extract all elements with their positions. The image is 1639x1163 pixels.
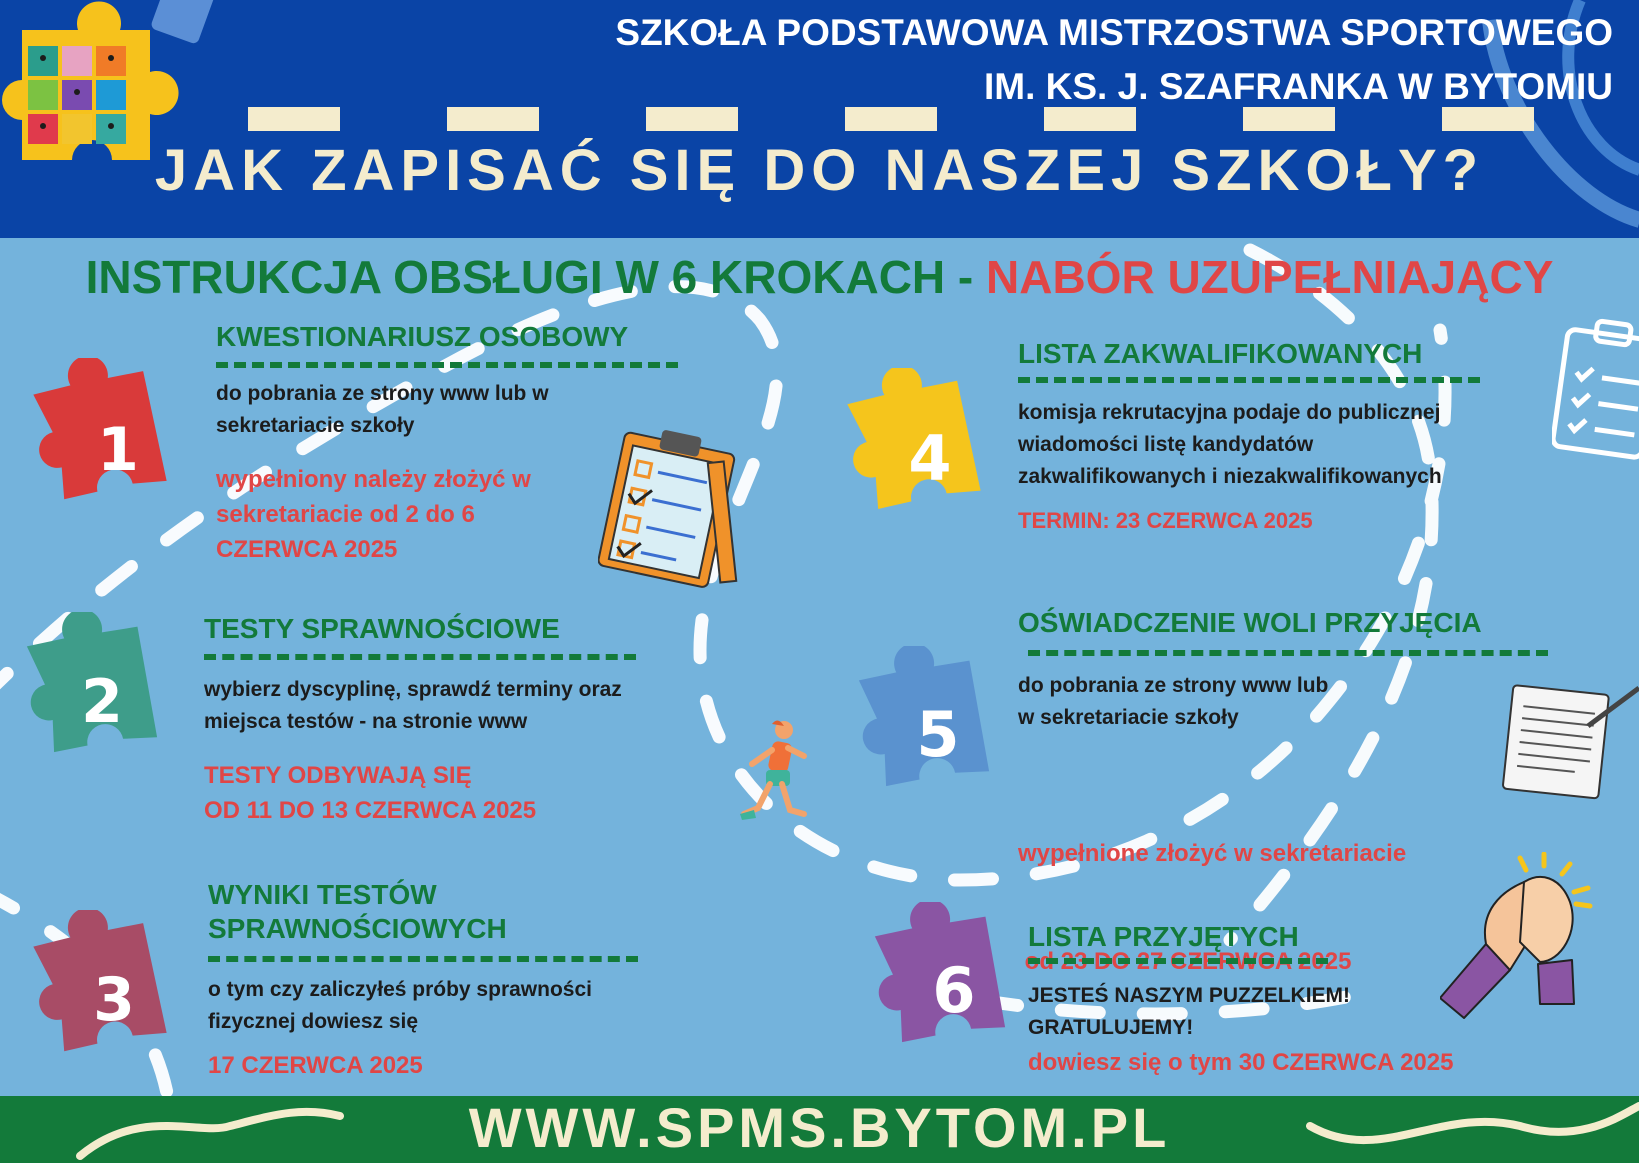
clapping-hands-icon	[1440, 852, 1600, 1022]
step-1-underline	[216, 362, 678, 368]
step-3-title-line2: SPRAWNOŚCIOWYCH	[208, 913, 507, 944]
step-5-text-line2: w sekretariacie szkoły	[1018, 706, 1239, 729]
step-1-highlight-line3: CZERWCA 2025	[216, 536, 398, 563]
step-4-highlight: TERMIN: 23 CZERWCA 2025	[1018, 508, 1313, 533]
step-6-title: LISTA PRZYJĘTYCH	[1028, 921, 1299, 952]
step-4-text-line1: komisja rekrutacyjna podaje do publicznej	[1018, 401, 1441, 424]
step-6-number: 6	[932, 954, 976, 1027]
step-2-text-line1: wybierz dyscyplinę, sprawdź terminy oraz	[204, 678, 622, 701]
school-name-line1: SZKOŁA PODSTAWOWA MISTRZOSTWA SPORTOWEGO	[615, 12, 1613, 53]
school-name	[615, 6, 1613, 114]
step-5-highlight-line1: wypełnione złożyć w sekretariacie	[1018, 840, 1407, 867]
step-6-highlight: dowiesz się o tym 30 CZERWCA 2025	[1028, 1049, 1454, 1076]
step-6-text-line1: JESTEŚ NASZYM PUZZELKIEM!	[1028, 984, 1351, 1007]
subtitle-highlight: NABÓR UZUPEŁNIAJĄCY	[986, 251, 1554, 303]
step-3-title-line1: WYNIKI TESTÓW	[208, 879, 437, 910]
step-1-highlight-line1: wypełniony należy złożyć w	[216, 466, 531, 493]
step-5-number: 5	[916, 698, 960, 771]
runner-icon	[740, 718, 820, 838]
step-3-number: 3	[93, 965, 135, 1035]
step-3-puzzle-icon	[18, 910, 198, 1080]
step-2-title: TESTY SPRAWNOŚCIOWE	[204, 613, 560, 644]
step-3-block	[208, 878, 668, 1083]
step-1-block	[216, 320, 636, 567]
step-4-puzzle-icon	[830, 368, 1020, 548]
step-4-underline	[1018, 377, 1480, 383]
step-4-number: 4	[908, 422, 952, 495]
step-5-puzzle-icon	[842, 646, 1022, 816]
step-2-number: 2	[81, 667, 123, 737]
step-3-text-line1: o tym czy zaliczyłeś próby sprawności	[208, 978, 592, 1001]
step-5-title: OŚWIADCZENIE WOLI PRZYJĘCIA	[1018, 607, 1482, 638]
step-1-title: KWESTIONARIUSZ OSOBOWY	[216, 321, 629, 352]
step-5-underline	[1028, 650, 1548, 656]
step-6-underline	[1028, 958, 1328, 964]
website-link[interactable]: WWW.SPMS.BYTOM.PL	[468, 1096, 1171, 1159]
step-4-title: LISTA ZAKWALIFIKOWANYCH	[1018, 338, 1423, 369]
step-4-block	[1018, 337, 1548, 537]
step-2-underline	[204, 654, 636, 660]
step-3-underline	[208, 956, 638, 962]
school-name-line2: IM. KS. J. SZAFRANKA W BYTOMIU	[984, 66, 1613, 107]
step-1-number: 1	[97, 415, 139, 485]
step-2-text-line2: miejsca testów - na stronie www	[204, 710, 528, 733]
page-title: JAK ZAPISAĆ SIĘ DO NASZEJ SZKOŁY?	[154, 138, 1485, 203]
step-2-highlight-line2: OD 11 DO 13 CZERWCA 2025	[204, 797, 537, 824]
step-2-highlight-line1: TESTY ODBYWAJĄ SIĘ	[204, 762, 472, 789]
step-4-text-line3: zakwalifikowanych i niezakwalifikowanych	[1018, 465, 1442, 488]
step-6-text-line2: GRATULUJEMY!	[1028, 1016, 1194, 1039]
step-2-block	[204, 612, 724, 828]
step-4-text-line2: wiadomości listę kandydatów	[1018, 433, 1314, 456]
step-1-highlight-line2: sekretariacie od 2 do 6	[216, 501, 475, 528]
step-1-puzzle-icon	[18, 358, 198, 528]
step-3-text-line2: fizycznej dowiesz się	[208, 1010, 419, 1033]
subtitle-main: INSTRUKCJA OBSŁUGI W 6 KROKACH -	[85, 251, 987, 303]
clipboard-outline-icon	[1552, 312, 1639, 462]
step-2-puzzle-icon	[10, 612, 190, 782]
step-3-highlight: 17 CZERWCA 2025	[208, 1052, 423, 1079]
step-5-highlight-line2: od 23 DO 27 CZERWCA 2025	[1018, 948, 1352, 975]
step-1-text-line2: sekretariacie szkoły	[216, 414, 415, 437]
step-1-text-line1: do pobrania ze strony www lub w	[216, 382, 549, 405]
document-pen-icon	[1498, 680, 1639, 810]
step-6-puzzle-icon	[858, 902, 1038, 1072]
subtitle	[0, 250, 1639, 304]
step-5-text-line1: do pobrania ze strony www lub	[1018, 674, 1329, 697]
clipboard-icon	[598, 422, 748, 588]
